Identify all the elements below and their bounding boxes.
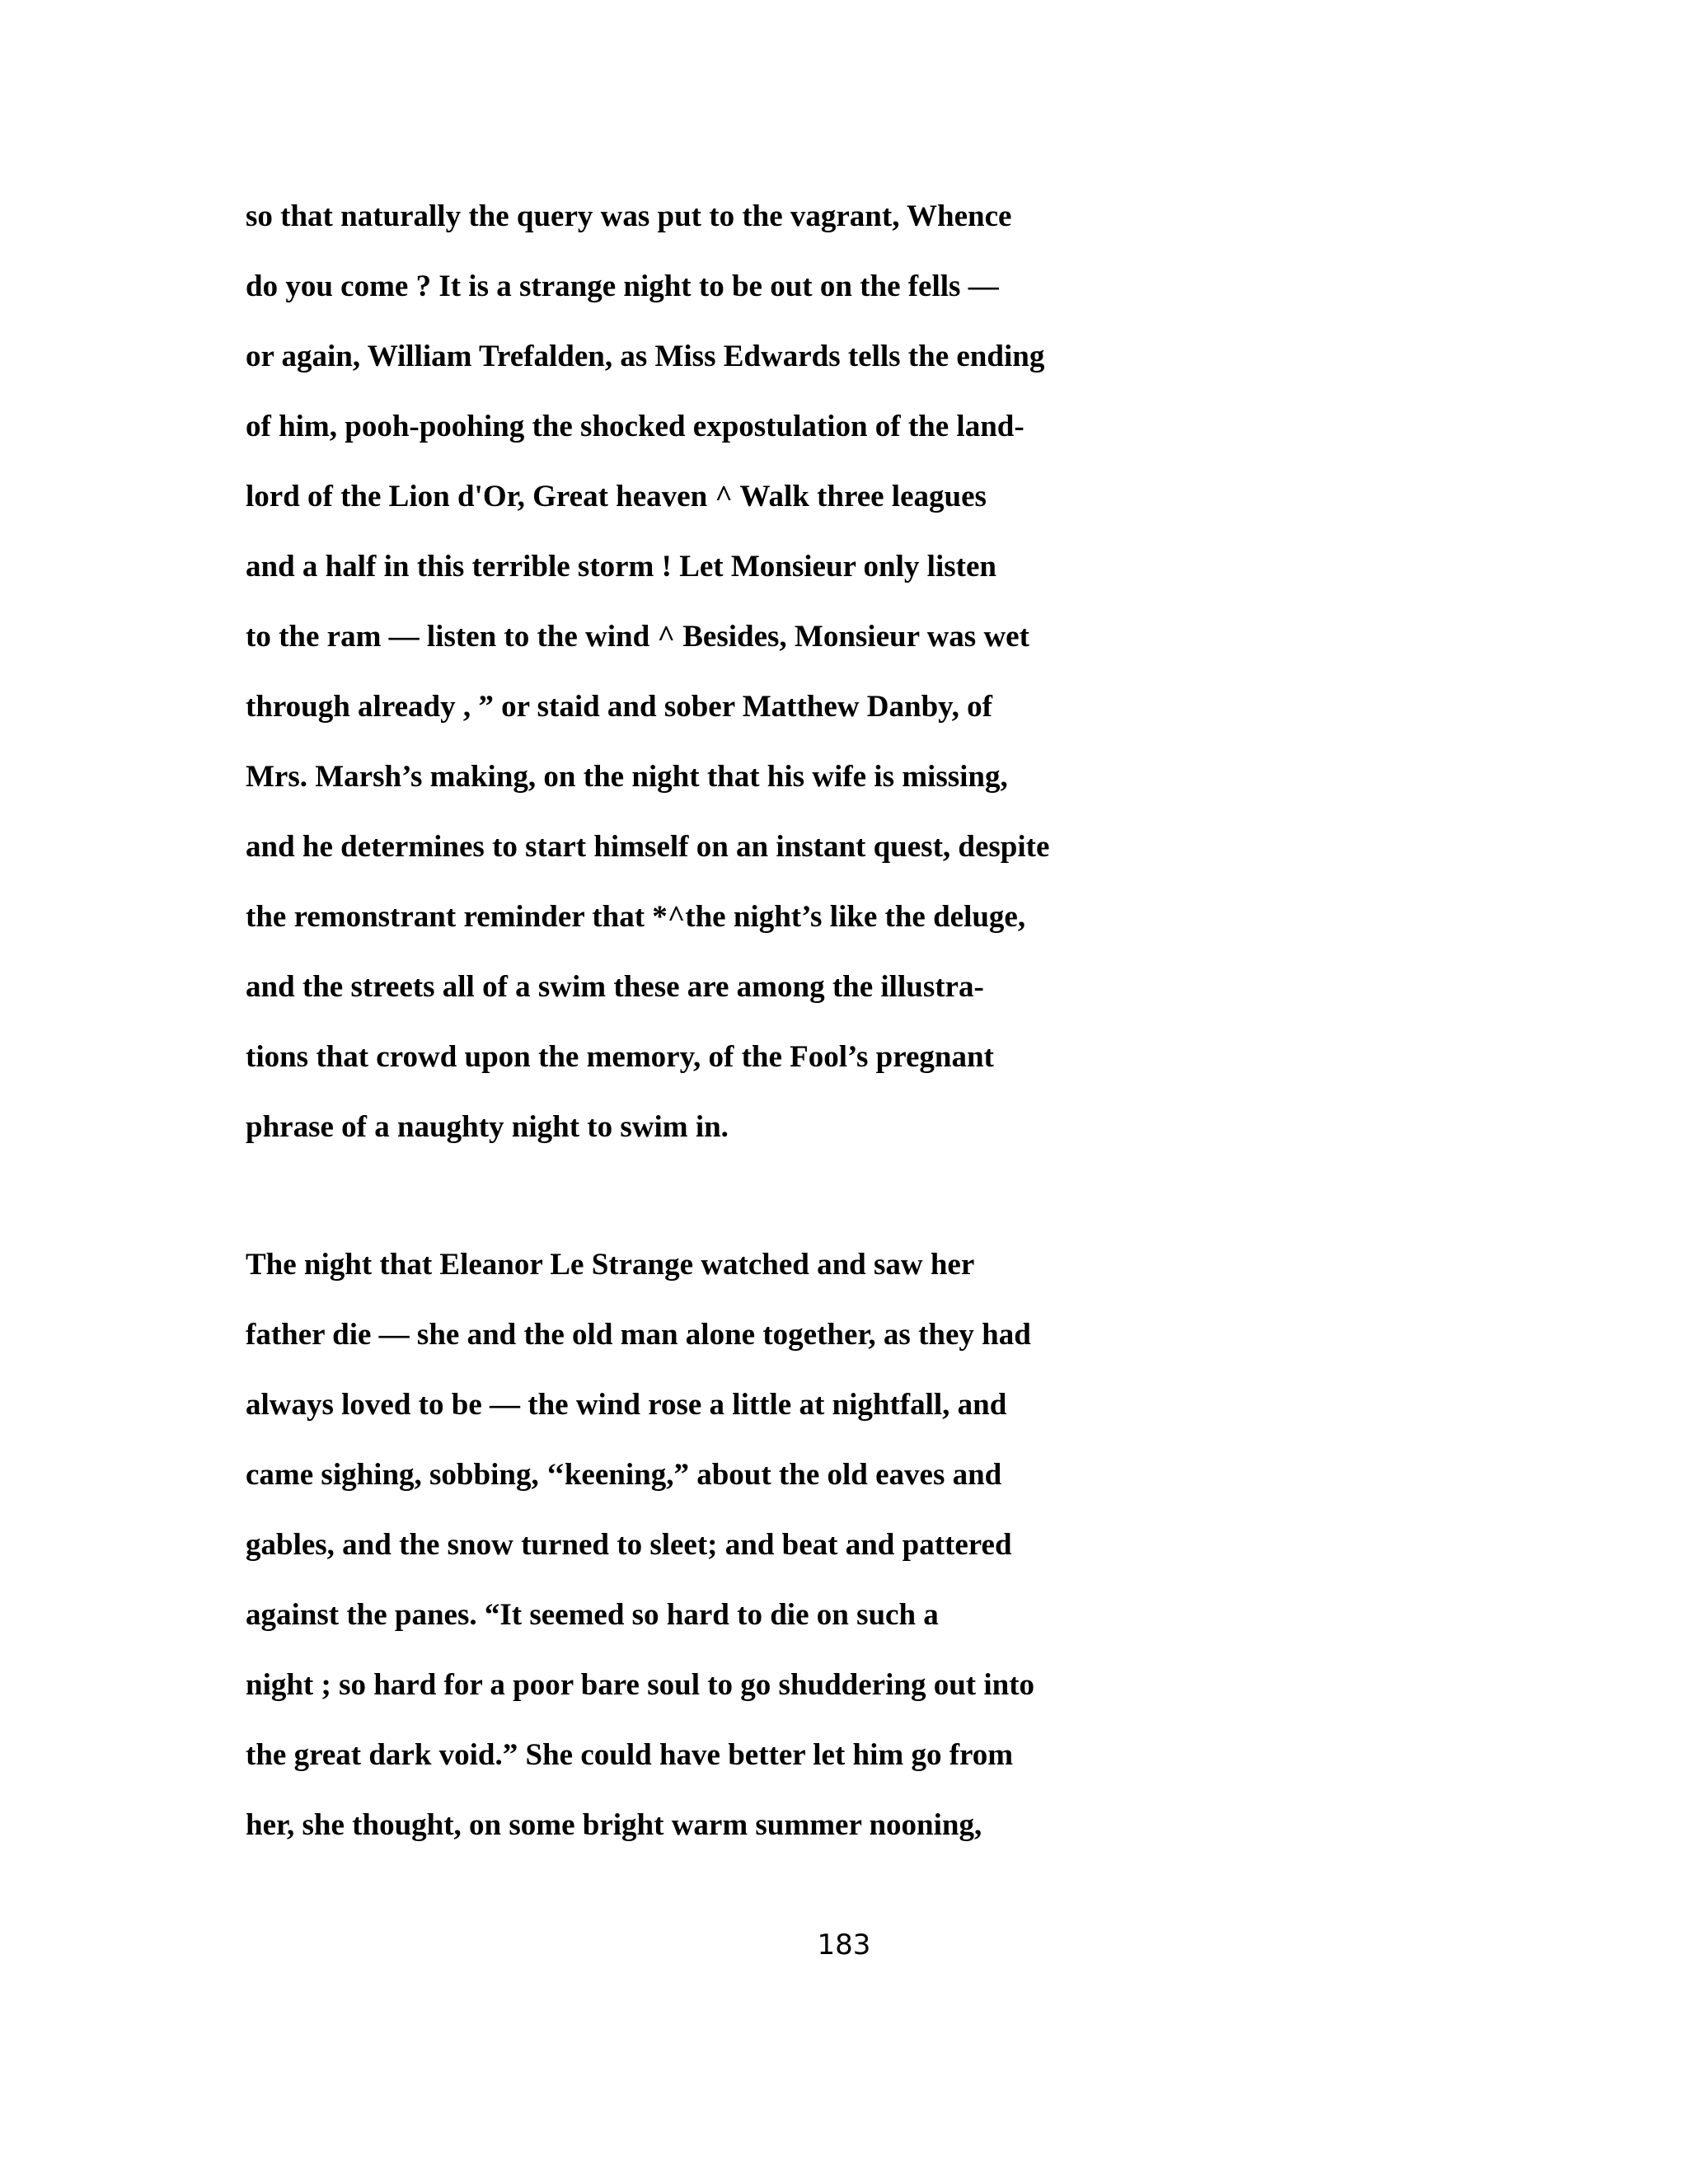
text-line: do you come ? It is a strange night to be out on the fells — bbox=[246, 269, 999, 303]
text-line: lord of the Lion d'Or, Great heaven ^ Walk three leagues bbox=[246, 480, 987, 513]
text-line: tions that crowd upon the memory, of the Fool’s pregnant bbox=[246, 1040, 994, 1074]
paragraph-1 bbox=[246, 181, 1449, 1162]
text-line: came sighing, sobbing, ‘‘keening,” about the old eaves and bbox=[246, 1458, 1002, 1492]
text-line: Mrs. Marsh’s making, on the night that his wife is missing, bbox=[246, 760, 1008, 794]
text-line: always loved to be — the wind rose a little at nightfall, and bbox=[246, 1388, 1007, 1422]
text-line: night ; so hard for a poor bare soul to go shuddering out into bbox=[246, 1668, 1035, 1702]
text-line: and he determines to start himself on an instant quest, despite bbox=[246, 830, 1050, 864]
text-line: so that naturally the query was put to the vagrant, Whence bbox=[246, 199, 1012, 233]
text-line: of him, pooh-poohing the shocked expostulation of the land- bbox=[246, 410, 1025, 443]
text-line: The night that Eleanor Le Strange watched and saw her bbox=[246, 1248, 975, 1282]
text-line: against the panes. “It seemed so hard to die on such a bbox=[246, 1598, 939, 1632]
text-line: or again, William Trefalden, as Miss Edwards tells the ending bbox=[246, 340, 1045, 373]
text-line: her, she thought, on some bright warm summer nooning, bbox=[246, 1808, 982, 1842]
text-line: the great dark void.” She could have better let him go from bbox=[246, 1738, 1014, 1772]
text-line: to the ram — listen to the wind ^ Besides, Monsieur was wet bbox=[246, 620, 1029, 654]
text-line: father die — she and the old man alone together, as they had bbox=[246, 1318, 1031, 1352]
text-line: phrase of a naughty night to swim in. bbox=[246, 1110, 729, 1144]
text-line: and a half in this terrible storm ! Let Monsieur only listen bbox=[246, 550, 996, 583]
text-line: gables, and the snow turned to sleet; and beat and pattered bbox=[246, 1528, 1012, 1562]
text-line: and the streets all of a swim these are among the illustra- bbox=[246, 970, 984, 1004]
page-number: 183 bbox=[817, 1929, 871, 1961]
text-line: through already , ” or staid and sober Matthew Danby, of bbox=[246, 690, 992, 724]
text-line: the remonstrant reminder that *^the night’s like the deluge, bbox=[246, 900, 1026, 934]
paragraph-2 bbox=[246, 1230, 1449, 1860]
